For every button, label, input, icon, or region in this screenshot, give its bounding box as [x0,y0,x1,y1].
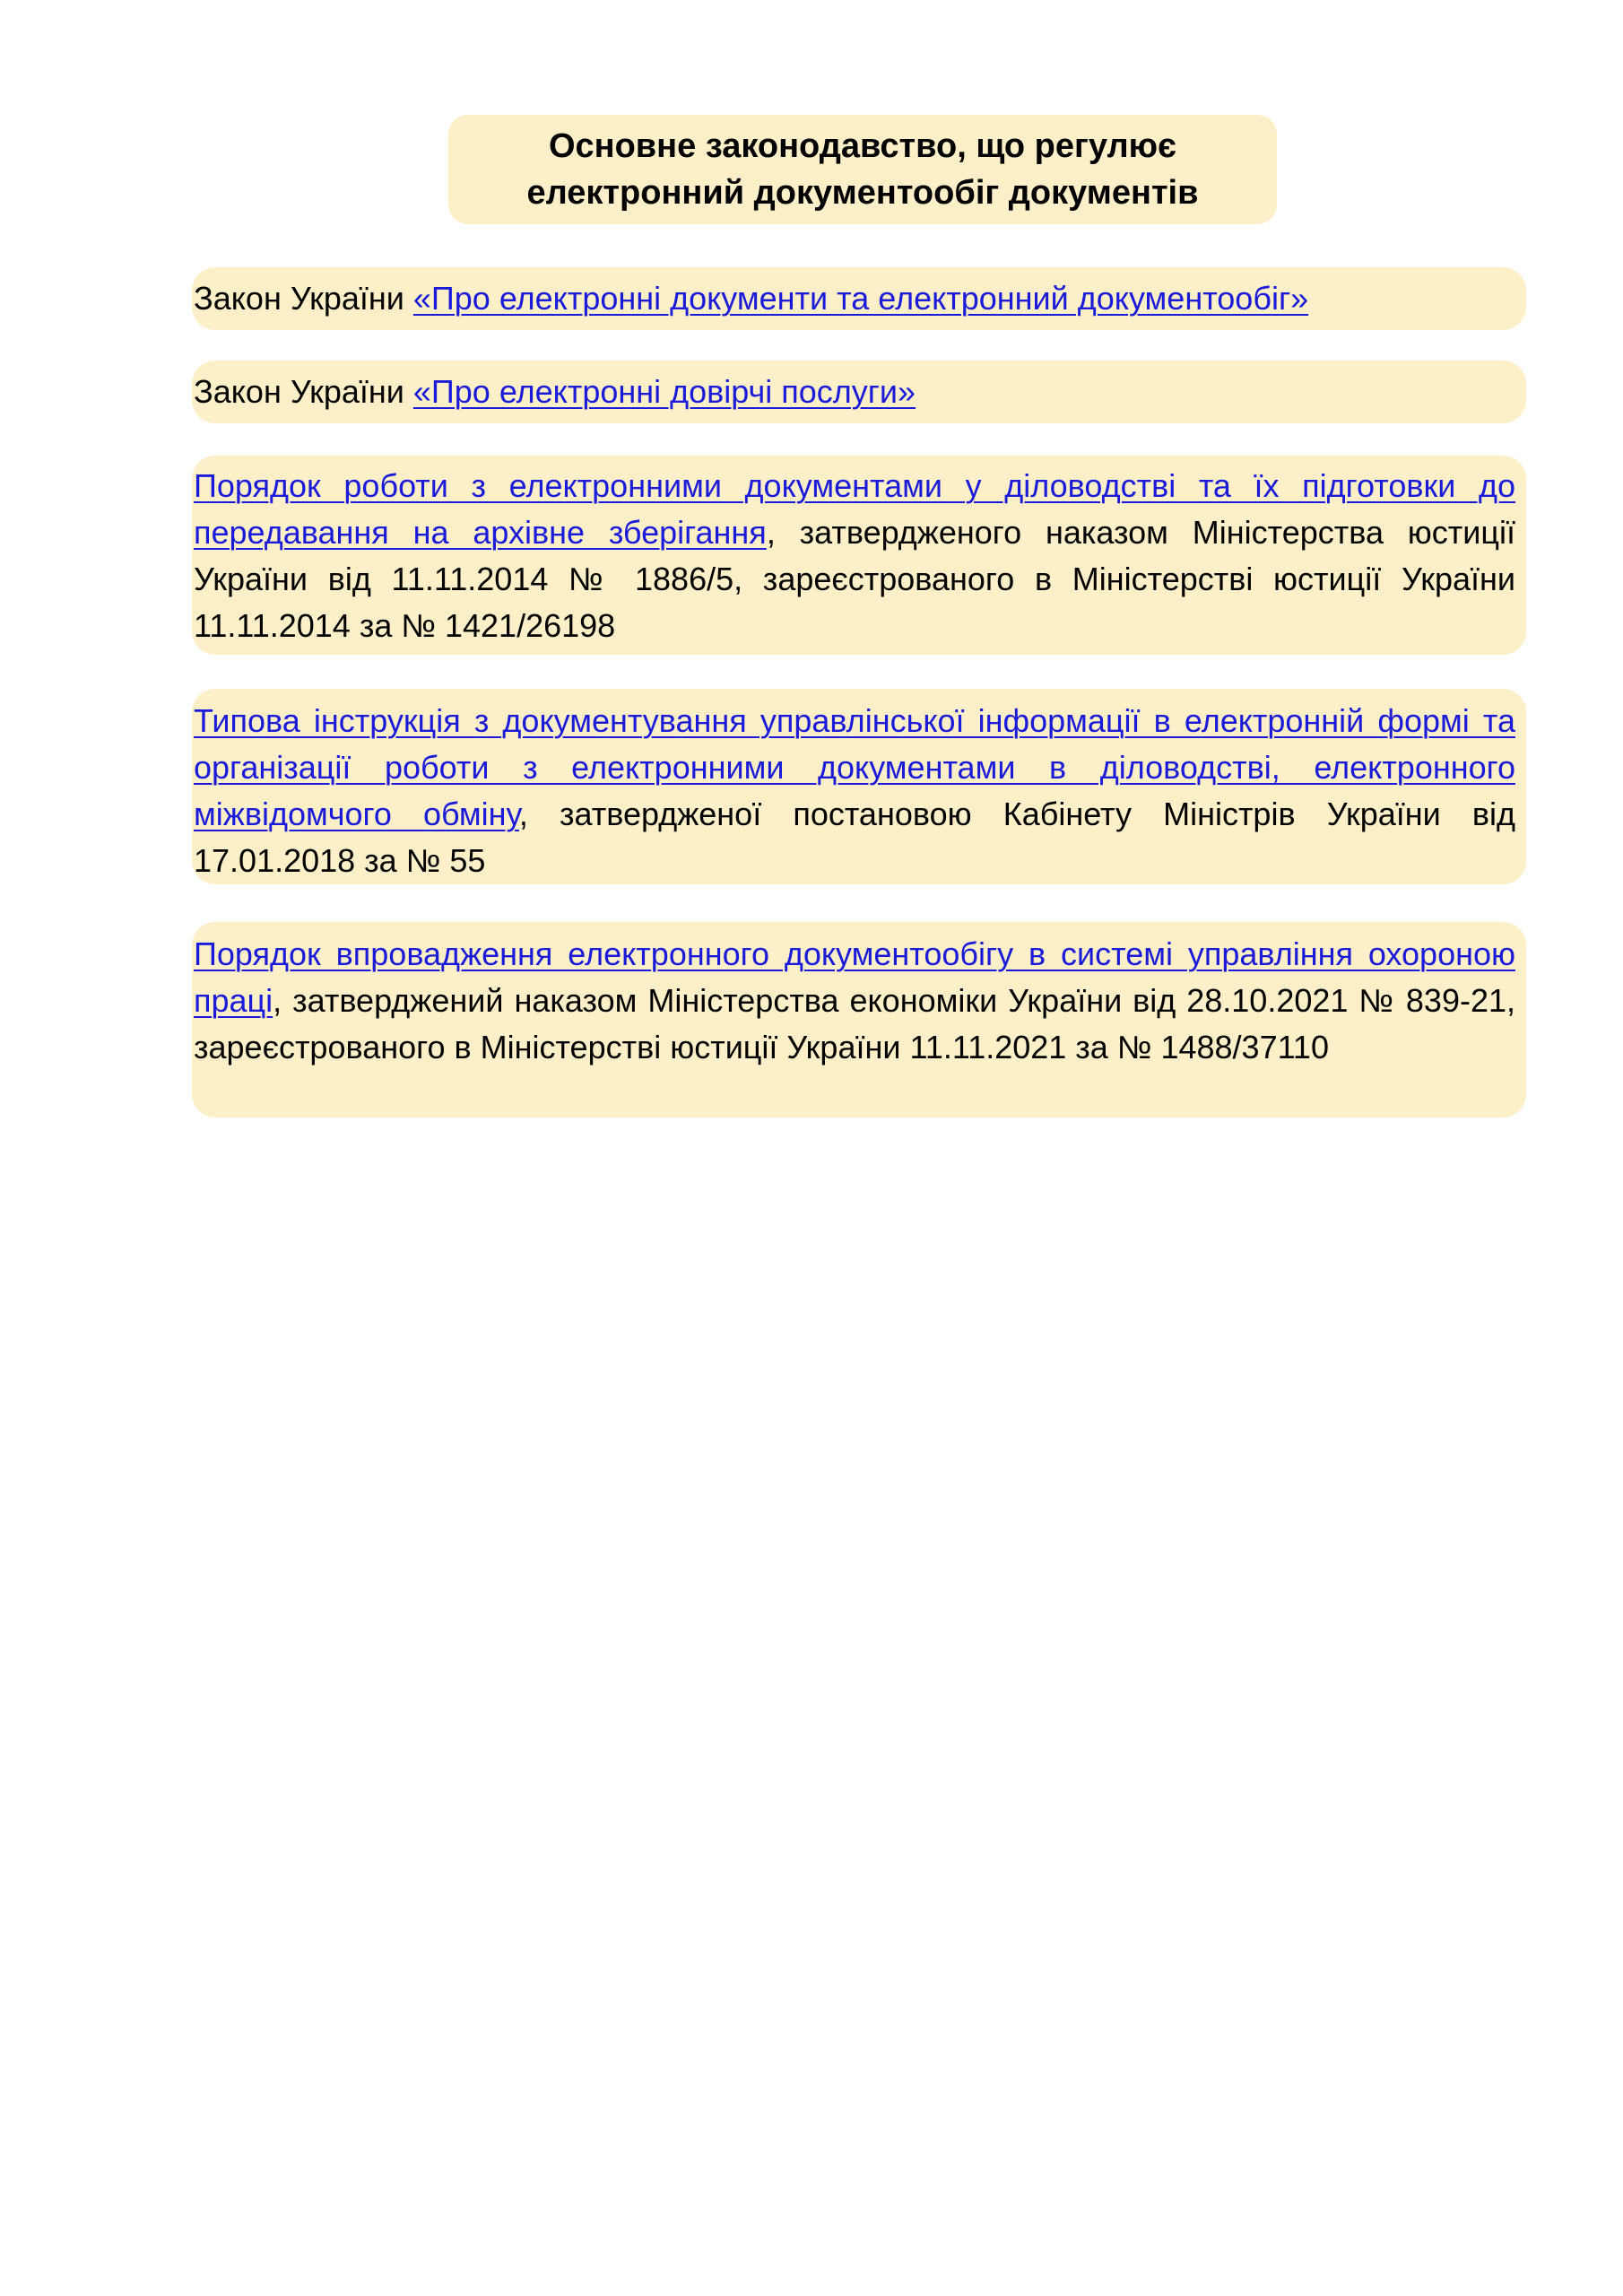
law-entry-archive-procedure [192,456,1526,655]
entry-prefix: Закон України [194,280,413,317]
law-entry-labor-protection [192,922,1526,1118]
law-link-electronic-documents[interactable]: «Про електронні документи та електронний документообіг» [412,280,1309,317]
entry-suffix: , затвердженої постановою Кабінету Міністрів України від 17.01.2018 за № 55 [194,796,1516,879]
law-entry-model-instruction [192,689,1526,884]
law-entry-trust-services [192,361,1526,423]
law-entry-electronic-documents [192,267,1526,330]
entry-suffix: , затвердженого наказом Міністерства юстиції України від 11.11.2014 № 1886/5, зареєстрованого в Міністерстві юстиції України 11.11.2014 за № 1421/26198 [194,514,1516,644]
entry-prefix: Закон України [194,373,413,410]
entry-suffix: , затверджений наказом Міністерства економіки України від 28.10.2021 № 839-21, зареєстрованого в Міністерстві юстиції України 11.11.2021 за № 1488/37110 [194,982,1515,1065]
title-box [448,115,1277,224]
law-link-archive-procedure[interactable]: Порядок роботи з електронними документами у діловодстві та їх підготовки до передавання на архівне зберігання [194,467,1515,551]
law-link-labor-protection[interactable]: Порядок впровадження електронного документообігу в системі управління охороною праці [194,935,1515,1019]
law-link-trust-services[interactable]: «Про електронні довірчі послуги» [412,373,916,410]
law-link-model-instruction[interactable]: Типова інструкція з документування управлінської інформації в електронній формі та організації роботи з електронними документами в діловодстві, електронного міжвідомчого обміну [194,702,1515,832]
page-title-line-1: Основне законодавство, що регулює [548,127,1177,165]
page-title-line-2: електронний документообіг документів [526,174,1199,212]
